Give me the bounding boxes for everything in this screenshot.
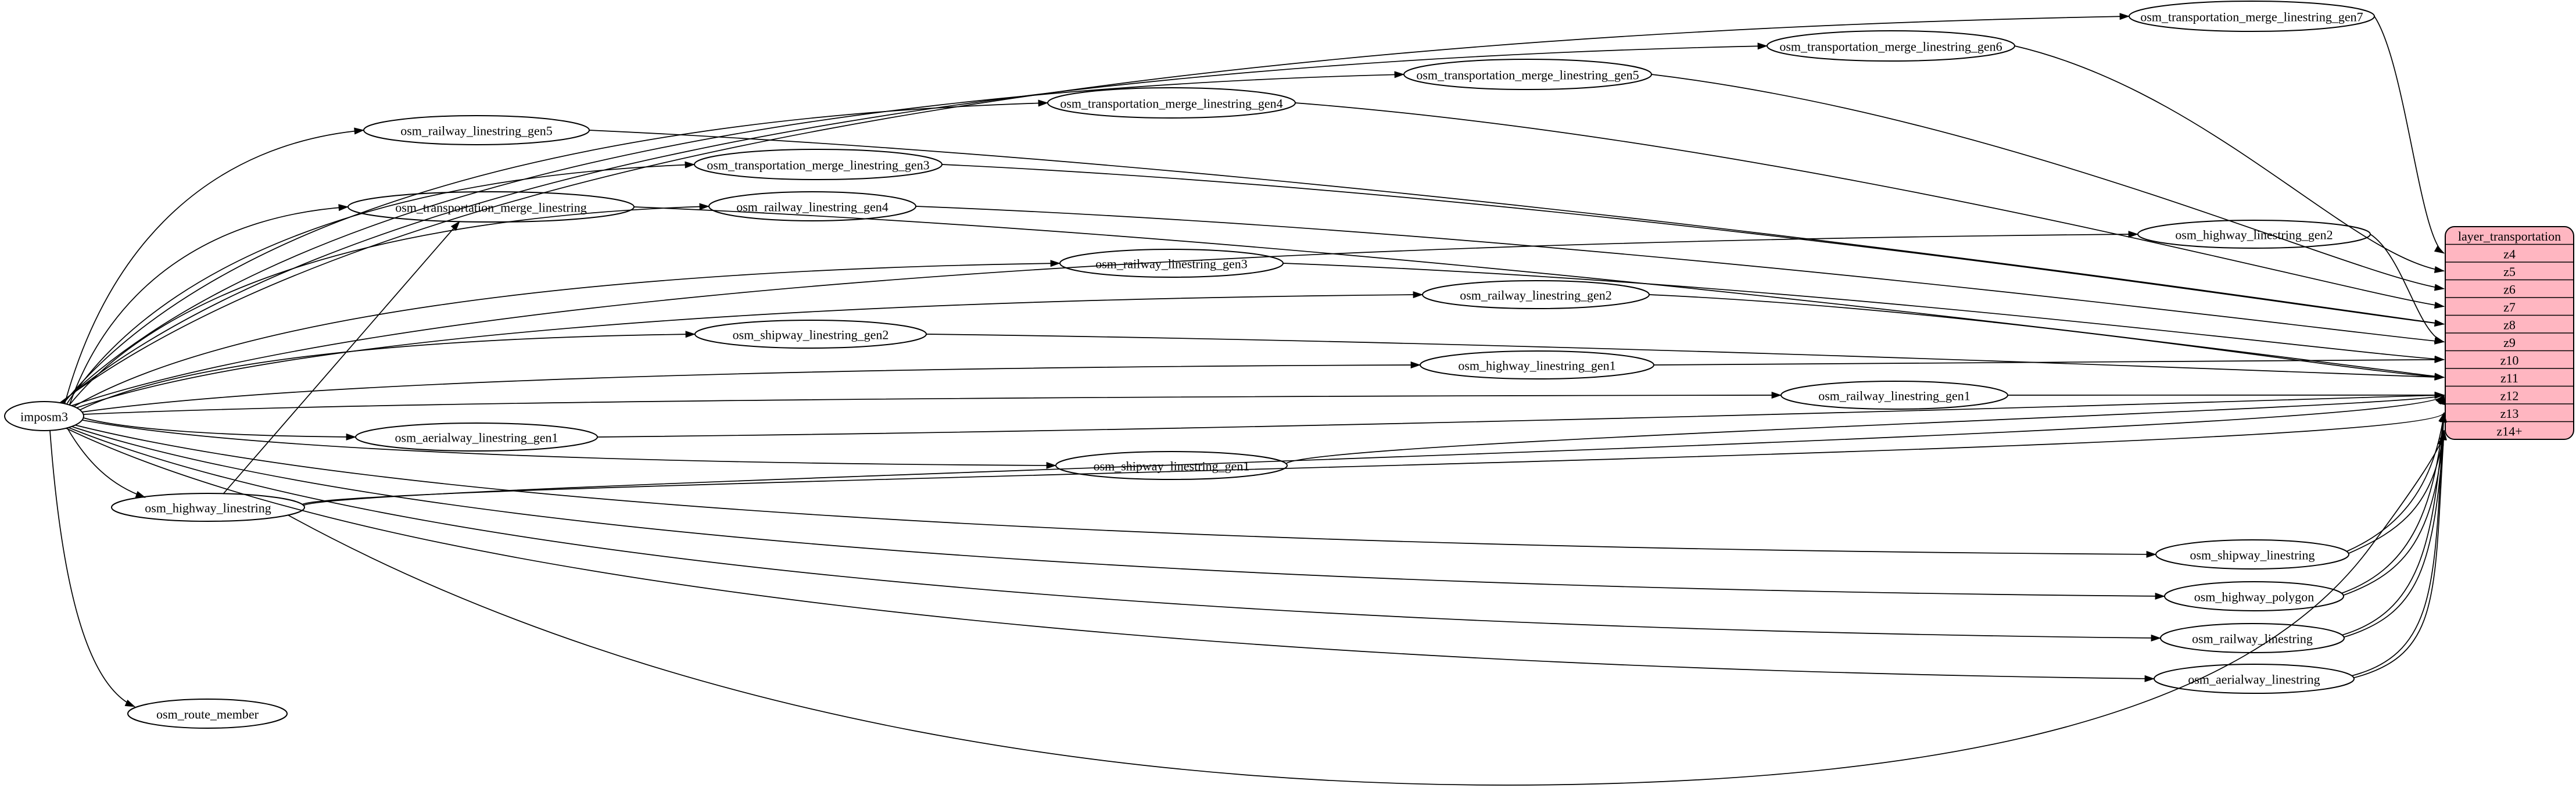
node-osm_railway_linestring (2161, 624, 2344, 653)
node-label: osm_highway_linestring_gen1 (1458, 358, 1616, 373)
node-osm_transportation_merge_linestring_gen4 (1048, 88, 1295, 118)
layer-table-title: layer_transportation (2457, 228, 2561, 243)
node-label: osm_transportation_merge_linestring_gen7 (2140, 9, 2363, 24)
layer-table (2445, 227, 2574, 439)
edge-osm_highway_polygon-to-layer_transportation-z14+ (2344, 431, 2444, 596)
node-label: osm_railway_linestring_gen2 (1460, 288, 1612, 303)
node-label: osm_transportation_merge_linestring (395, 200, 587, 215)
edge-imposm3-to-osm_route_member (50, 431, 135, 707)
node-osm_railway_linestring_gen1 (1781, 381, 2008, 409)
node-label: osm_transportation_merge_linestring_gen5 (1416, 67, 1639, 83)
node-label: osm_railway_linestring_gen5 (400, 123, 553, 138)
edge-osm_shipway_linestring_gen2-to-layer_transportation-z11 (926, 334, 2444, 377)
edge-imposm3-to-osm_transportation_merge_linestring_gen4 (63, 103, 1048, 403)
layer-table-row-z6: z6 (2503, 282, 2516, 297)
edge-imposm3-to-osm_transportation_merge_linestring_gen6 (61, 46, 1767, 403)
node-osm_railway_linestring_gen3 (1060, 249, 1283, 277)
node-osm_transportation_merge_linestring_gen3 (694, 149, 942, 180)
node-osm_aerialway_linestring_gen1 (356, 423, 597, 451)
edge-imposm3-to-osm_railway_linestring_gen1 (84, 395, 1782, 414)
node-label: osm_shipway_linestring_gen1 (1093, 459, 1250, 474)
node-label: osm_transportation_merge_linestring_gen3 (707, 157, 930, 173)
layer-table-row-z4: z4 (2503, 246, 2516, 262)
node-label: imposm3 (20, 409, 68, 424)
edge-osm_highway_linestring-to-layer_transportation-z14+ (288, 436, 2444, 785)
edge-osm_shipway_linestring-to-layer_transportation-z13 (2346, 413, 2444, 552)
node-osm_transportation_merge_linestring_gen7 (2129, 1, 2374, 31)
node-label: osm_railway_linestring_gen4 (736, 199, 888, 214)
node-label: osm_highway_linestring_gen2 (2175, 227, 2333, 242)
node-label: osm_railway_linestring_gen1 (1818, 388, 1970, 403)
node-osm_railway_linestring_gen4 (709, 192, 916, 221)
node-osm_transportation_merge_linestring_gen6 (1767, 31, 2015, 61)
node-label: osm_route_member (156, 707, 259, 722)
layer-table-row-z8: z8 (2503, 317, 2516, 332)
layer-table-row-z11: z11 (2500, 370, 2518, 385)
node-label: osm_railway_linestring_gen3 (1095, 256, 1248, 271)
layer-table-row-z5: z5 (2503, 264, 2516, 279)
layer-table-row-z9: z9 (2503, 335, 2516, 350)
edge-osm_aerialway_linestring_gen1-to-layer_transportation-z12 (597, 395, 2444, 437)
node-osm_shipway_linestring (2156, 540, 2349, 569)
node-label: osm_shipway_linestring_gen2 (732, 327, 889, 342)
edge-imposm3-to-osm_highway_linestring_gen1 (82, 365, 1420, 412)
node-label: osm_transportation_merge_linestring_gen6 (1779, 39, 2002, 54)
edge-osm_highway_polygon-to-layer_transportation-z13 (2342, 413, 2444, 593)
edge-osm_aerialway_linestring-to-layer_transportation-z13 (2352, 413, 2444, 676)
node-label: osm_highway_polygon (2194, 589, 2315, 604)
layer-table-row-z12: z12 (2500, 388, 2519, 403)
node-label: osm_transportation_merge_linestring_gen4 (1060, 96, 1283, 111)
edge-imposm3-to-osm_railway_linestring_gen2 (77, 295, 1423, 408)
node-osm_shipway_linestring_gen2 (695, 320, 926, 348)
edge-osm_transportation_merge_linestring_gen5-to-layer_transportation-z6 (1651, 74, 2444, 289)
edge-imposm3-to-osm_shipway_linestring_gen2 (80, 334, 696, 410)
node-osm_highway_polygon (2165, 582, 2344, 611)
layer-table-row-z14+: z14+ (2496, 424, 2523, 439)
edge-imposm3-to-osm_transportation_merge_linestring (70, 207, 349, 405)
edge-osm_highway_linestring-to-layer_transportation-z12 (303, 395, 2444, 506)
edge-imposm3-to-osm_aerialway_linestring_gen1 (84, 418, 356, 437)
node-osm_railway_linestring_gen2 (1423, 281, 1649, 309)
node-osm_route_member (128, 699, 287, 728)
node-osm_transportation_merge_linestring (348, 192, 634, 222)
nodes-layer (5, 1, 2374, 728)
edge-osm_transportation_merge_linestring_gen7-to-layer_transportation-z4 (2374, 16, 2444, 253)
node-label: osm_highway_linestring (145, 500, 271, 515)
edge-osm_highway_linestring_gen2-to-layer_transportation-z9 (2370, 234, 2444, 342)
edge-osm_railway_linestring-to-layer_transportation-z13 (2342, 413, 2445, 635)
node-osm_railway_linestring_gen5 (364, 116, 589, 145)
node-osm_transportation_merge_linestring_gen5 (1404, 59, 1651, 89)
node-label: osm_shipway_linestring (2190, 547, 2315, 563)
node-label: osm_aerialway_linestring (2188, 672, 2320, 687)
layer-table-row-z13: z13 (2500, 406, 2519, 421)
edge-imposm3-to-osm_railway_linestring_gen5 (65, 130, 364, 404)
node-osm_highway_linestring (112, 493, 304, 521)
edge-osm_railway_linestring-to-layer_transportation-z14+ (2344, 431, 2444, 638)
layer-table-row-z7: z7 (2503, 299, 2516, 314)
edge-imposm3-to-osm_transportation_merge_linestring_gen5 (62, 74, 1404, 403)
layer-table-row-z10: z10 (2500, 353, 2519, 368)
node-label: osm_railway_linestring (2192, 631, 2313, 646)
node-label: osm_aerialway_linestring_gen1 (395, 430, 558, 445)
node-osm_highway_linestring_gen1 (1420, 351, 1654, 379)
node-osm_highway_linestring_gen2 (2138, 220, 2370, 248)
edge-osm_transportation_merge_linestring_gen4-to-layer_transportation-z7 (1295, 103, 2444, 306)
node-osm_aerialway_linestring (2154, 664, 2354, 693)
